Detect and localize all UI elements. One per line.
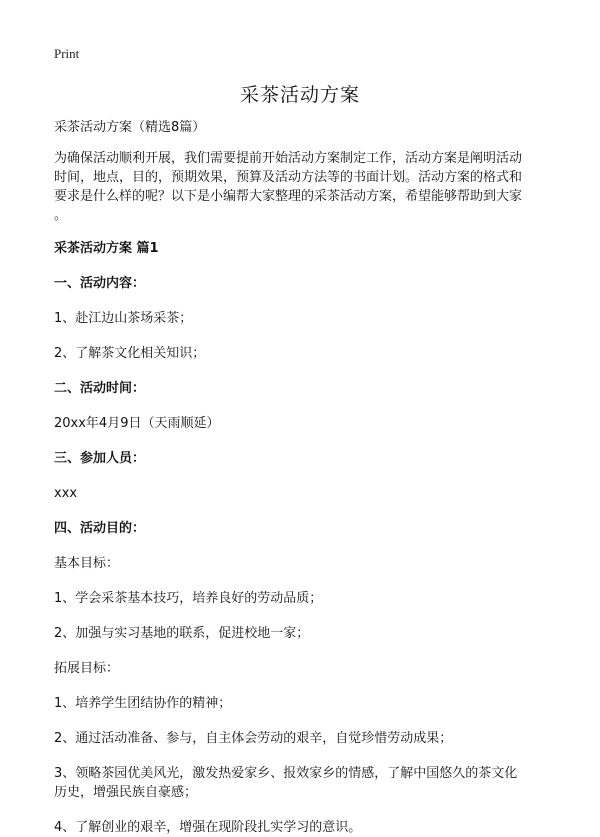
intro-line: 要求是什么样的呢？以下是小编帮大家整理的采茶活动方案，希望能够帮助到大家: [54, 189, 523, 204]
basic-goal-item: 1、学会采茶基本技巧，培养良好的劳动品质；: [54, 591, 323, 606]
intro-line: 时间，地点，目的，预期效果，预算及活动方法等的书面计划。活动方案的格式和: [54, 170, 523, 185]
document-subtitle: 采茶活动方案（精选8篇）: [54, 120, 206, 135]
section-heading-content: 一、活动内容：: [54, 276, 146, 291]
intro-line: 。: [54, 208, 68, 223]
document-title: 采茶活动方案: [239, 84, 360, 106]
intro-paragraph: [54, 149, 554, 225]
time-value: 20xx年4月9日（天雨顺延）: [54, 416, 220, 431]
chapter-heading: 采茶活动方案 篇1: [54, 241, 159, 256]
section-heading-time: 二、活动时间：: [54, 381, 146, 396]
people-value: xxx: [54, 486, 78, 501]
basic-goal-label: 基本目标：: [54, 556, 120, 571]
content-item: 1、赴江边山茶场采茶；: [54, 311, 193, 326]
print-label: Print: [54, 46, 80, 61]
document-body: [54, 118, 554, 837]
section-heading-people: 三、参加人员：: [54, 451, 146, 466]
extended-goal-item: 1、培养学生团结协作的精神；: [54, 696, 232, 711]
extended-goal-item: 4、了解创业的艰辛，增强在现阶段扎实学习的意识。: [54, 820, 362, 835]
content-item: 2、了解茶文化相关知识；: [54, 346, 206, 361]
extended-goal-item: 2、通过活动准备、参与，自主体会劳动的艰辛，自觉珍惜劳动成果；: [54, 731, 453, 746]
section-heading-goal: 四、活动目的：: [54, 521, 146, 536]
extended-goal-label: 拓展目标：: [54, 661, 120, 676]
extended-goal-item-continued: 历史，增强民族自豪感；: [54, 785, 198, 800]
basic-goal-item: 2、加强与实习基地的联系，促进校地一家；: [54, 626, 310, 641]
intro-line: 为确保活动顺利开展，我们需要提前开始活动方案制定工作，活动方案是阐明活动: [54, 151, 523, 166]
extended-goal-item: 3、领略茶园优美风光，激发热爱家乡、报效家乡的情感，了解中国悠久的茶文化: [54, 766, 518, 781]
